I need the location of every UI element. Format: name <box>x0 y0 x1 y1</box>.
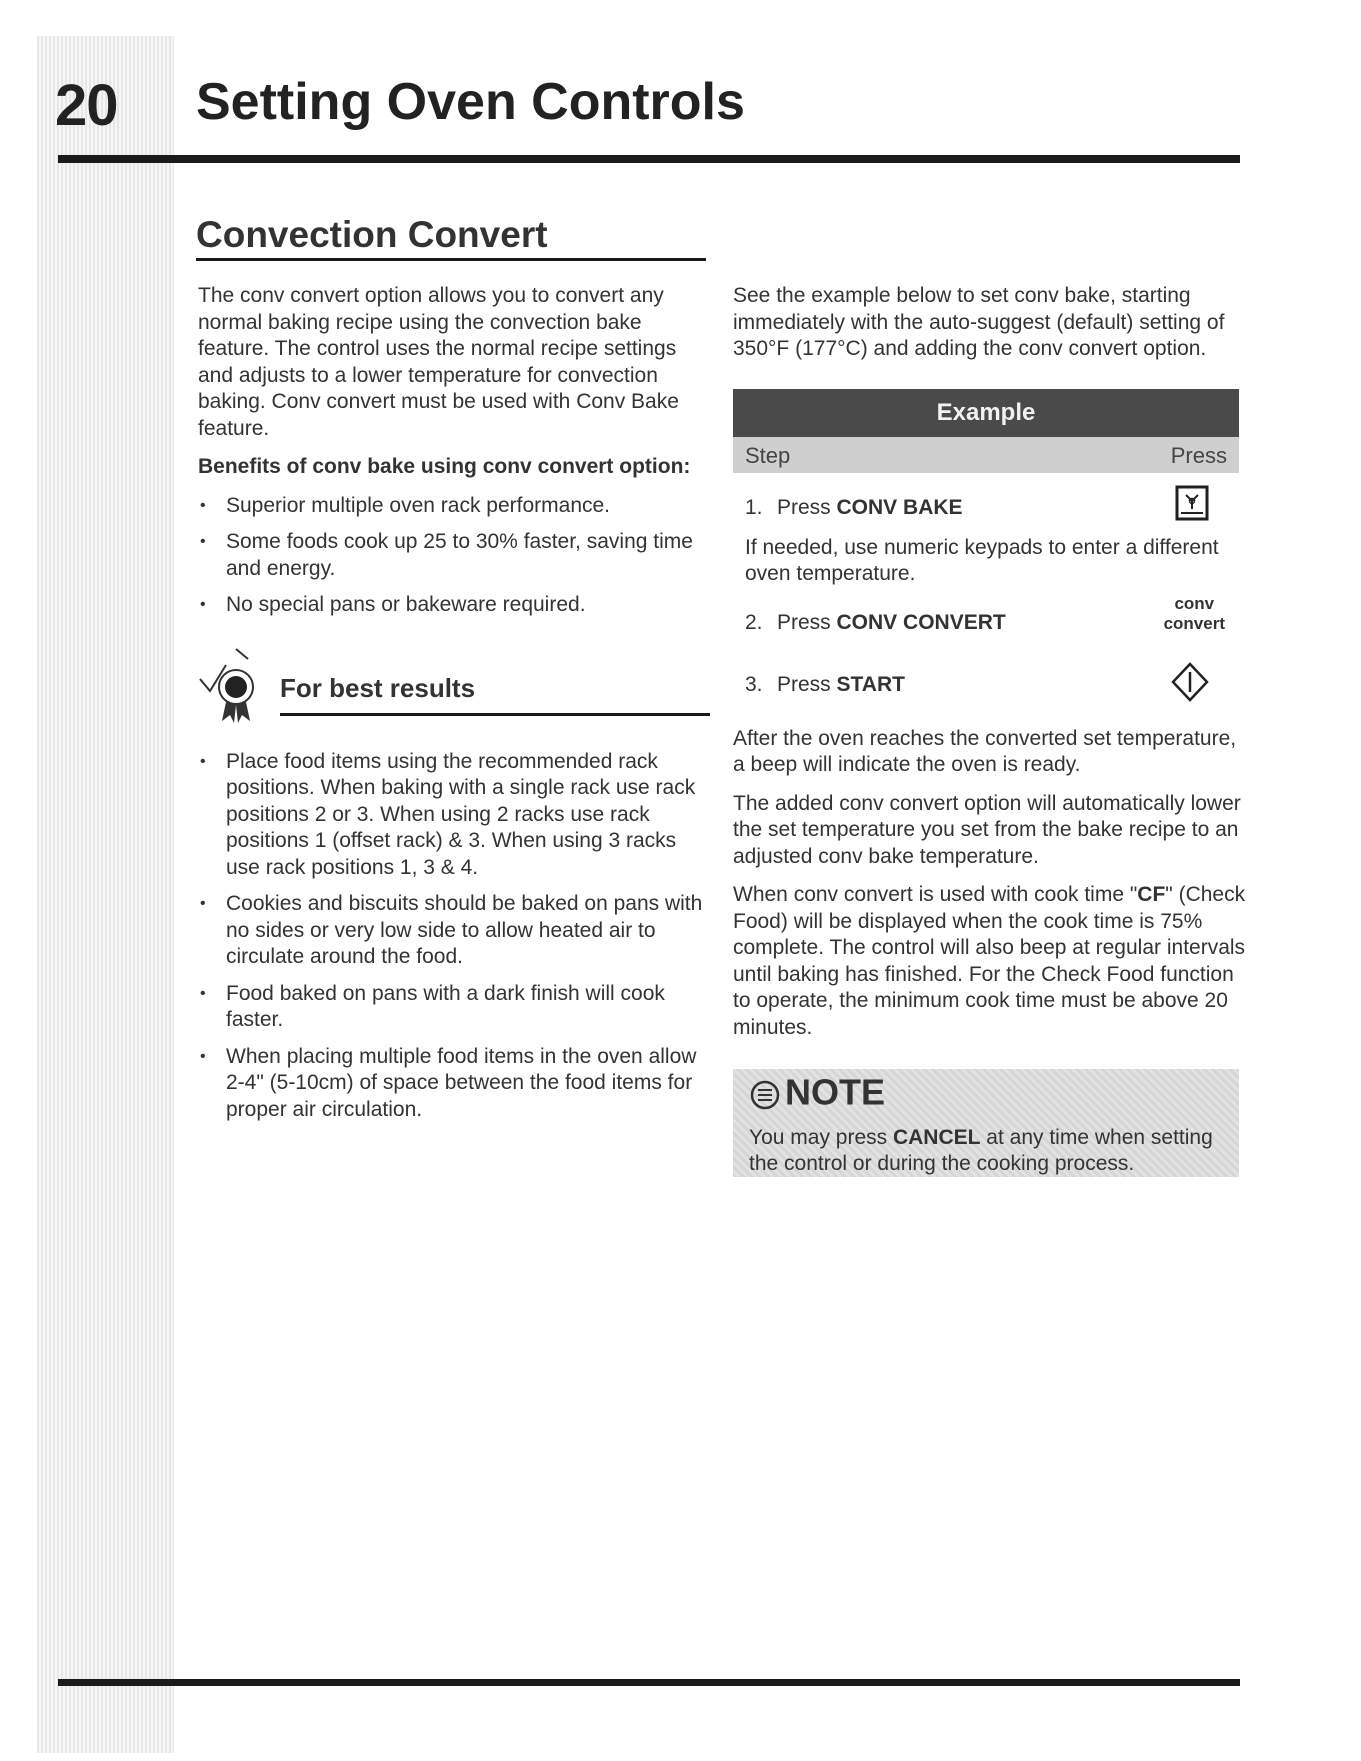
list-item: • No special pans or bakeware required. <box>198 592 713 619</box>
note-icon <box>749 1079 781 1111</box>
col-press-label: Press <box>1170 442 1227 468</box>
conv-bake-key-icon <box>1175 485 1209 521</box>
after-paragraph-1: After the oven reaches the converted set temperature, a beep will indicate the oven is ready. <box>733 726 1237 776</box>
step-text: Press CONV CONVERT <box>777 610 1006 634</box>
list-item: • Cookies and biscuits should be baked on pans with no sides or very low side to allow heated air to circulate around the food. <box>198 891 713 971</box>
section-title: Convection Convert <box>196 214 548 255</box>
intro-paragraph: The conv convert option allows you to convert any normal baking recipe using the convection bake feature. The control uses the normal recipe settings and adjusts to a lower temperature for convection baking. Conv convert must be used with Conv Bake feature. <box>198 284 679 440</box>
page-title: Setting Oven Controls <box>196 73 745 131</box>
example-table <box>733 389 1239 704</box>
step-key: CONV CONVERT <box>836 610 1006 634</box>
step-number: 2. <box>745 610 763 634</box>
section-rule <box>196 258 706 261</box>
step-number: 1. <box>745 495 763 519</box>
step-text: Press START <box>777 672 905 696</box>
col-step-label: Step <box>745 442 791 468</box>
page-number: 20 <box>55 73 118 138</box>
award-rosette-icon <box>196 647 260 725</box>
best-results-header <box>198 647 713 727</box>
step-note: If needed, use numeric keypads to enter a different oven temperature. <box>745 535 1219 585</box>
step-text: Press CONV BAKE <box>777 495 963 519</box>
example-subheader <box>733 437 1239 473</box>
step-row-2 <box>733 593 1239 642</box>
side-strip <box>37 36 174 1753</box>
after-paragraph-2: The added conv convert option will automatically lower the set temperature you set from the bake recipe to an adjusted conv bake temperature. <box>733 791 1241 868</box>
note-box <box>733 1069 1239 1177</box>
step-row-3 <box>733 660 1239 704</box>
best-results-rule <box>280 713 710 716</box>
list-item: • When placing multiple food items in the oven allow 2-4" (5-10cm) of space between the food items for proper air circulation. <box>198 1044 713 1124</box>
benefits-list <box>198 493 713 619</box>
best-results-title: For best results <box>280 672 476 703</box>
best-results-list <box>198 749 713 1124</box>
benefits-heading: Benefits of conv bake using conv convert option: <box>198 455 691 478</box>
start-key-icon <box>1171 662 1209 702</box>
step-number: 3. <box>745 672 763 696</box>
step-key: CONV BAKE <box>836 495 963 519</box>
list-item: • Place food items using the recommended rack positions. When baking with a single rack use rack positions 2 or 3. When using 2 racks use rack positions 1 (offset rack) & 3. When using 3 racks use rack positions 1, 3 & 4. <box>198 749 713 882</box>
after-paragraph-3: When conv convert is used with cook time "CF" (Check Food) will be displayed when the cook time is 75% complete. The control will also beep at regular intervals until baking has finished. For the Check Food function to operate, the minimum cook time must be above 20 minutes. <box>733 883 1246 1039</box>
bottom-rule <box>58 1679 1240 1686</box>
left-column <box>198 283 713 1133</box>
example-header: Example <box>733 389 1239 437</box>
top-rule <box>58 155 1240 163</box>
conv-convert-key-label: conv convert <box>1163 593 1225 633</box>
list-item: • Some foods cook up 25 to 30% faster, saving time and energy. <box>198 529 713 582</box>
example-intro: See the example below to set conv bake, starting immediately with the auto-suggest (default) setting of 350°F (177°C) and adding the conv convert option. <box>733 284 1225 360</box>
right-column <box>733 283 1248 1177</box>
list-item: • Food baked on pans with a dark finish will cook faster. <box>198 981 713 1034</box>
note-text: You may press CANCEL at any time when setting the control or during the cooking process. <box>749 1126 1213 1175</box>
list-item: • Superior multiple oven rack performance. <box>198 493 713 520</box>
step-key: START <box>836 672 905 696</box>
step-row-1 <box>733 483 1239 527</box>
note-title: NOTE <box>749 1079 885 1111</box>
